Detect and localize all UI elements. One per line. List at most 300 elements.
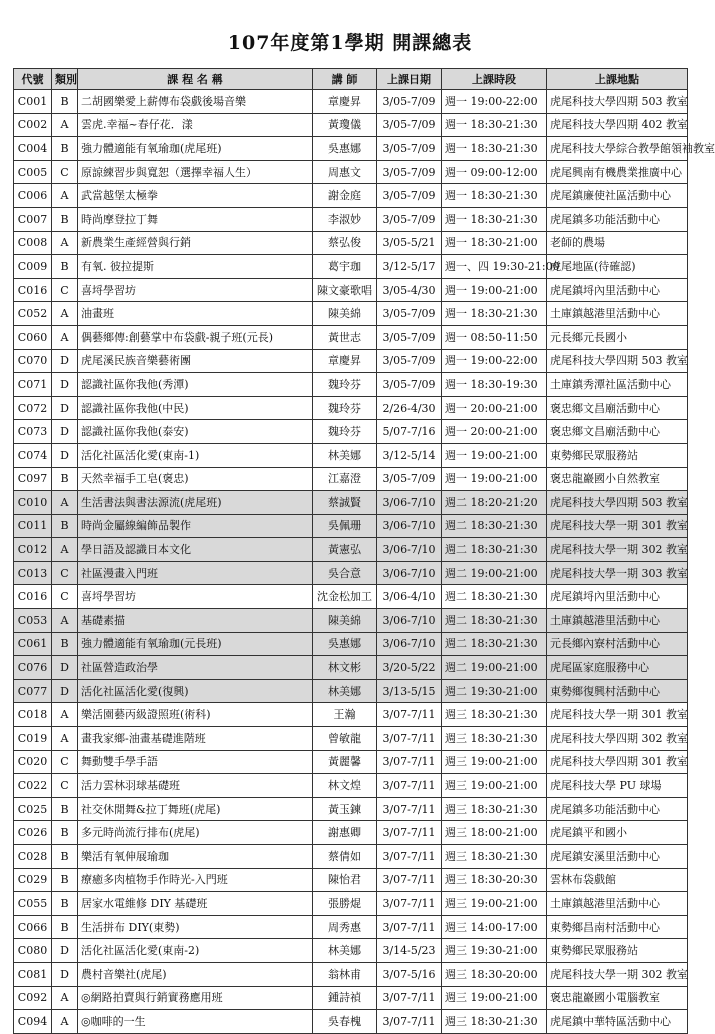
cell-time: 週三 18:30-21:30 — [442, 1010, 547, 1034]
cell-time: 週三 19:00-21:00 — [442, 774, 547, 798]
table-row — [14, 821, 688, 845]
cell-time: 週一 18:30-19:30 — [442, 373, 547, 397]
cell-place: 虎尾鎮多功能活動中心 — [547, 797, 688, 821]
cell-teacher: 林美娜 — [313, 939, 377, 963]
cell-category: B — [52, 821, 78, 845]
cell-date: 3/07-7/11 — [377, 797, 442, 821]
header-code: 代號 — [14, 69, 52, 90]
cell-teacher: 張勝焜 — [313, 892, 377, 916]
cell-code: C061 — [14, 632, 52, 656]
table-row — [14, 184, 688, 208]
cell-time: 週三 18:00-21:00 — [442, 821, 547, 845]
cell-time: 週三 18:30-21:30 — [442, 727, 547, 751]
cell-date: 3/07-7/11 — [377, 868, 442, 892]
cell-date: 3/06-4/10 — [377, 585, 442, 609]
table-row — [14, 443, 688, 467]
cell-date: 3/07-7/11 — [377, 774, 442, 798]
cell-course-name: 喜埒學習坊 — [78, 585, 313, 609]
cell-category: C — [52, 750, 78, 774]
cell-place: 虎尾科技大學一期 301 教室 — [547, 514, 688, 538]
cell-teacher: 葛宇珈 — [313, 255, 377, 279]
cell-time: 週二 19:30-21:00 — [442, 679, 547, 703]
table-row — [14, 538, 688, 562]
cell-course-name: 時尚金屬線編飾品製作 — [78, 514, 313, 538]
cell-code: C066 — [14, 915, 52, 939]
table-row — [14, 373, 688, 397]
cell-teacher: 蔡倩如 — [313, 845, 377, 869]
cell-date: 3/05-7/09 — [377, 325, 442, 349]
cell-time: 週一 18:30-21:30 — [442, 302, 547, 326]
cell-course-name: 認識社區你我他(秀潭) — [78, 373, 313, 397]
cell-place: 褒忠龍巖國小自然教室 — [547, 467, 688, 491]
cell-place: 元長鄉元長國小 — [547, 325, 688, 349]
cell-time: 週一 18:30-21:30 — [442, 207, 547, 231]
cell-time: 週二 18:30-21:30 — [442, 538, 547, 562]
cell-date: 3/07-7/11 — [377, 986, 442, 1010]
cell-category: B — [52, 797, 78, 821]
cell-code: C060 — [14, 325, 52, 349]
cell-date: 2/26-4/30 — [377, 396, 442, 420]
cell-code: C016 — [14, 278, 52, 302]
cell-teacher: 陳美綿 — [313, 609, 377, 633]
cell-place: 虎尾鎮中華特區活動中心 — [547, 1010, 688, 1034]
cell-date: 3/05-5/21 — [377, 231, 442, 255]
cell-category: B — [52, 845, 78, 869]
table-row — [14, 679, 688, 703]
cell-teacher: 吳惠娜 — [313, 632, 377, 656]
cell-course-name: 有氧. 彼拉提斯 — [78, 255, 313, 279]
cell-teacher: 李淑妙 — [313, 207, 377, 231]
cell-place: 褒忠龍巖國小電腦教室 — [547, 986, 688, 1010]
cell-time: 週一 18:30-21:30 — [442, 137, 547, 161]
cell-time: 週三 19:00-21:00 — [442, 892, 547, 916]
cell-teacher: 林美娜 — [313, 443, 377, 467]
cell-course-name: 強力體適能有氧瑜珈(元長班) — [78, 632, 313, 656]
table-row — [14, 113, 688, 137]
cell-course-name: 偶藝鄉傳:創藝掌中布袋戲-親子班(元長) — [78, 325, 313, 349]
cell-place: 虎尾鎮平和國小 — [547, 821, 688, 845]
cell-place: 褒忠鄉文昌廟活動中心 — [547, 420, 688, 444]
table-row — [14, 278, 688, 302]
cell-course-name: 社區營造政治學 — [78, 656, 313, 680]
cell-code: C020 — [14, 750, 52, 774]
cell-time: 週一 19:00-21:00 — [442, 443, 547, 467]
cell-course-name: 居家水電維修 DIY 基礎班 — [78, 892, 313, 916]
table-row — [14, 561, 688, 585]
cell-teacher: 謝金庭 — [313, 184, 377, 208]
cell-teacher: 陳美綿 — [313, 302, 377, 326]
cell-time: 週一 20:00-21:00 — [442, 420, 547, 444]
cell-code: C010 — [14, 491, 52, 515]
cell-code: C019 — [14, 727, 52, 751]
cell-category: D — [52, 349, 78, 373]
cell-code: C022 — [14, 774, 52, 798]
cell-code: C011 — [14, 514, 52, 538]
cell-place: 虎尾科技大學四期 503 教室 — [547, 349, 688, 373]
header-place: 上課地點 — [547, 69, 688, 90]
cell-code: C052 — [14, 302, 52, 326]
cell-category: A — [52, 325, 78, 349]
cell-date: 3/05-7/09 — [377, 302, 442, 326]
cell-course-name: 農村音樂社(虎尾) — [78, 962, 313, 986]
cell-date: 3/07-7/11 — [377, 750, 442, 774]
cell-code: C092 — [14, 986, 52, 1010]
cell-date: 3/06-7/10 — [377, 632, 442, 656]
table-row — [14, 396, 688, 420]
cell-category: D — [52, 396, 78, 420]
cell-time: 週三 18:30-20:00 — [442, 962, 547, 986]
cell-time: 週二 18:30-21:30 — [442, 585, 547, 609]
cell-date: 3/12-5/14 — [377, 443, 442, 467]
cell-teacher: 蔡弘俊 — [313, 231, 377, 255]
table-row — [14, 703, 688, 727]
cell-date: 3/20-5/22 — [377, 656, 442, 680]
table-row — [14, 727, 688, 751]
cell-category: B — [52, 90, 78, 114]
cell-course-name: 武當越堡太極拳 — [78, 184, 313, 208]
cell-time: 週二 18:30-21:30 — [442, 609, 547, 633]
cell-teacher: 魏玲芬 — [313, 396, 377, 420]
cell-course-name: 天然幸福手工皂(褒忠) — [78, 467, 313, 491]
header-row — [14, 69, 688, 90]
cell-code: C007 — [14, 207, 52, 231]
table-row — [14, 774, 688, 798]
cell-code: C055 — [14, 892, 52, 916]
cell-date: 5/07-7/16 — [377, 420, 442, 444]
cell-category: D — [52, 939, 78, 963]
course-table — [13, 68, 715, 1034]
cell-date: 3/05-7/09 — [377, 113, 442, 137]
cell-place: 土庫鎮秀潭社區活動中心 — [547, 373, 688, 397]
table-row — [14, 1010, 688, 1034]
cell-course-name: 活力雲林羽球基礎班 — [78, 774, 313, 798]
cell-time: 週一 09:00-12:00 — [442, 160, 547, 184]
cell-course-name: 活化社區活化愛(東南-1) — [78, 443, 313, 467]
cell-teacher: 陳怡君 — [313, 868, 377, 892]
cell-category: A — [52, 1010, 78, 1034]
table-row — [14, 892, 688, 916]
cell-date: 3/06-7/10 — [377, 538, 442, 562]
table-row — [14, 420, 688, 444]
cell-place: 土庫鎮越港里活動中心 — [547, 892, 688, 916]
cell-time: 週一、四 19:30-21:00 — [442, 255, 547, 279]
cell-course-name: 喜埒學習坊 — [78, 278, 313, 302]
table-row — [14, 160, 688, 184]
cell-code: C001 — [14, 90, 52, 114]
cell-code: C073 — [14, 420, 52, 444]
cell-course-name: 油畫班 — [78, 302, 313, 326]
cell-time: 週一 18:30-21:00 — [442, 231, 547, 255]
cell-course-name: 雲虎.幸福~春仔花．漾 — [78, 113, 313, 137]
cell-code: C097 — [14, 467, 52, 491]
cell-date: 3/05-7/09 — [377, 467, 442, 491]
header-category: 類別 — [52, 69, 78, 90]
table-row — [14, 868, 688, 892]
cell-course-name: 多元時尚流行排布(虎尾) — [78, 821, 313, 845]
cell-category: A — [52, 986, 78, 1010]
cell-code: C094 — [14, 1010, 52, 1034]
cell-code: C026 — [14, 821, 52, 845]
table-row — [14, 90, 688, 114]
cell-place: 虎尾鎮埒內里活動中心 — [547, 278, 688, 302]
table-row — [14, 349, 688, 373]
cell-place: 虎尾科技大學四期 301 教室 — [547, 750, 688, 774]
cell-teacher: 曾敏龍 — [313, 727, 377, 751]
cell-course-name: 活化社區活化愛(復興) — [78, 679, 313, 703]
cell-date: 3/05-7/09 — [377, 373, 442, 397]
cell-time: 週一 08:50-11:50 — [442, 325, 547, 349]
cell-teacher: 林文彬 — [313, 656, 377, 680]
cell-course-name: 虎尾溪民族音樂藝術團 — [78, 349, 313, 373]
table-row — [14, 585, 688, 609]
cell-course-name: 原諒練習步與寬恕（選擇幸福人生） — [78, 160, 313, 184]
cell-category: B — [52, 915, 78, 939]
cell-teacher: 周秀惠 — [313, 915, 377, 939]
cell-teacher: 吳合意 — [313, 561, 377, 585]
cell-date: 3/07-7/11 — [377, 845, 442, 869]
cell-place: 虎尾地區(待確認) — [547, 255, 688, 279]
cell-course-name: 樂活有氧伸展瑜珈 — [78, 845, 313, 869]
cell-category: B — [52, 892, 78, 916]
cell-category: A — [52, 231, 78, 255]
cell-time: 週三 14:00-17:00 — [442, 915, 547, 939]
cell-place: 虎尾科技大學 PU 球場 — [547, 774, 688, 798]
cell-category: A — [52, 113, 78, 137]
cell-place: 虎尾科技大學綜合教學館領袖教室 — [547, 137, 688, 161]
header-course-name: 課 程 名 稱 — [78, 69, 313, 90]
cell-date: 3/07-7/11 — [377, 703, 442, 727]
cell-date: 3/06-7/10 — [377, 514, 442, 538]
cell-course-name: 認識社區你我他(中民) — [78, 396, 313, 420]
cell-category: C — [52, 160, 78, 184]
cell-course-name: 生活書法與書法源流(虎尾班) — [78, 491, 313, 515]
cell-code: C071 — [14, 373, 52, 397]
cell-code: C077 — [14, 679, 52, 703]
table-row — [14, 656, 688, 680]
table-row — [14, 255, 688, 279]
cell-teacher: 黃瓊儀 — [313, 113, 377, 137]
cell-time: 週二 18:20-21:20 — [442, 491, 547, 515]
cell-course-name: ◎網路拍賣與行銷實務應用班 — [78, 986, 313, 1010]
cell-teacher: 黃玉鍊 — [313, 797, 377, 821]
cell-category: B — [52, 255, 78, 279]
cell-category: D — [52, 443, 78, 467]
cell-place: 虎尾興南有機農業推廣中心 — [547, 160, 688, 184]
cell-category: A — [52, 184, 78, 208]
cell-time: 週三 19:00-21:00 — [442, 986, 547, 1010]
cell-date: 3/05-7/09 — [377, 184, 442, 208]
table-row — [14, 939, 688, 963]
cell-category: A — [52, 302, 78, 326]
cell-category: D — [52, 656, 78, 680]
cell-time: 週一 19:00-22:00 — [442, 90, 547, 114]
cell-course-name: 畫我家鄉-油畫基礎進階班 — [78, 727, 313, 751]
cell-place: 虎尾鎮埒內里活動中心 — [547, 585, 688, 609]
table-row — [14, 137, 688, 161]
cell-date: 3/05-7/09 — [377, 349, 442, 373]
cell-time: 週一 18:30-21:30 — [442, 113, 547, 137]
cell-time: 週二 18:30-21:30 — [442, 514, 547, 538]
cell-category: B — [52, 868, 78, 892]
cell-course-name: 基礎素描 — [78, 609, 313, 633]
cell-time: 週一 19:00-22:00 — [442, 349, 547, 373]
cell-date: 3/14-5/23 — [377, 939, 442, 963]
cell-date: 3/05-7/09 — [377, 90, 442, 114]
cell-category: B — [52, 467, 78, 491]
cell-teacher: 黃憲弘 — [313, 538, 377, 562]
cell-date: 3/12-5/17 — [377, 255, 442, 279]
cell-category: B — [52, 137, 78, 161]
cell-place: 虎尾鎮多功能活動中心 — [547, 207, 688, 231]
cell-course-name: 新農業生產經營與行銷 — [78, 231, 313, 255]
cell-code: C025 — [14, 797, 52, 821]
cell-teacher: 章慶昇 — [313, 90, 377, 114]
cell-code: C006 — [14, 184, 52, 208]
cell-place: 土庫鎮越港里活動中心 — [547, 609, 688, 633]
cell-category: A — [52, 703, 78, 727]
cell-teacher: 魏玲芬 — [313, 420, 377, 444]
cell-category: D — [52, 420, 78, 444]
header-date: 上課日期 — [377, 69, 442, 90]
table-body — [14, 90, 715, 1034]
cell-teacher: 林美娜 — [313, 679, 377, 703]
cell-category: B — [52, 514, 78, 538]
cell-place: 虎尾科技大學一期 303 教室 — [547, 561, 688, 585]
cell-place: 雲林布袋戲館 — [547, 868, 688, 892]
table-row — [14, 302, 688, 326]
cell-date: 3/05-4/30 — [377, 278, 442, 302]
cell-teacher: 謝惠卿 — [313, 821, 377, 845]
cell-time: 週一 19:00-21:00 — [442, 278, 547, 302]
cell-date: 3/05-7/09 — [377, 207, 442, 231]
cell-code: C076 — [14, 656, 52, 680]
cell-course-name: 療癒多肉植物手作時光-入門班 — [78, 868, 313, 892]
cell-code: C002 — [14, 113, 52, 137]
cell-time: 週二 18:30-21:30 — [442, 632, 547, 656]
page-title: 107年度第1學期 開課總表 — [227, 32, 473, 54]
cell-category: D — [52, 679, 78, 703]
cell-place: 土庫鎮越港里活動中心 — [547, 302, 688, 326]
cell-course-name: 認識社區你我他(泰安) — [78, 420, 313, 444]
cell-code: C016 — [14, 585, 52, 609]
cell-category: C — [52, 585, 78, 609]
cell-date: 3/05-7/09 — [377, 137, 442, 161]
cell-code: C028 — [14, 845, 52, 869]
cell-teacher: 王瀚 — [313, 703, 377, 727]
cell-place: 東勢鄉昌南村活動中心 — [547, 915, 688, 939]
cell-course-name: 強力體適能有氧瑜珈(虎尾班) — [78, 137, 313, 161]
cell-course-name: 舞動雙手學手語 — [78, 750, 313, 774]
cell-date: 3/13-5/15 — [377, 679, 442, 703]
cell-place: 虎尾科技大學一期 302 教室 — [547, 962, 688, 986]
table-row — [14, 325, 688, 349]
cell-code: C053 — [14, 609, 52, 633]
cell-course-name: 樂活園藝丙級證照班(術科) — [78, 703, 313, 727]
cell-time: 週二 19:00-21:00 — [442, 561, 547, 585]
cell-place: 虎尾科技大學四期 402 教室 — [547, 113, 688, 137]
cell-teacher: 章慶昇 — [313, 349, 377, 373]
header-time: 上課時段 — [442, 69, 547, 90]
cell-category: D — [52, 962, 78, 986]
cell-teacher: 吳春槐 — [313, 1010, 377, 1034]
cell-place: 虎尾科技大學一期 302 教室 — [547, 538, 688, 562]
cell-code: C074 — [14, 443, 52, 467]
cell-date: 3/07-7/11 — [377, 892, 442, 916]
cell-place: 褒忠鄉文昌廟活動中心 — [547, 396, 688, 420]
table-row — [14, 915, 688, 939]
cell-date: 3/07-7/11 — [377, 821, 442, 845]
cell-date: 3/06-7/10 — [377, 491, 442, 515]
cell-place: 虎尾鎮安溪里活動中心 — [547, 845, 688, 869]
cell-time: 週一 19:00-21:00 — [442, 467, 547, 491]
cell-teacher: 陳文豪歌唱 — [313, 278, 377, 302]
cell-place: 虎尾科技大學四期 302 教室 — [547, 727, 688, 751]
table-row — [14, 845, 688, 869]
cell-time: 週三 18:30-21:30 — [442, 703, 547, 727]
cell-time: 週一 18:30-21:30 — [442, 184, 547, 208]
cell-course-name: 學日語及認識日本文化 — [78, 538, 313, 562]
cell-time: 週三 18:30-20:30 — [442, 868, 547, 892]
table-row — [14, 231, 688, 255]
table-row — [14, 986, 688, 1010]
cell-place: 東勢鄉民眾服務站 — [547, 443, 688, 467]
cell-date: 3/06-7/10 — [377, 609, 442, 633]
cell-teacher: 黃世志 — [313, 325, 377, 349]
cell-teacher: 魏玲芬 — [313, 373, 377, 397]
cell-time: 週三 18:30-21:30 — [442, 797, 547, 821]
cell-code: C009 — [14, 255, 52, 279]
table-row — [14, 467, 688, 491]
cell-teacher: 鍾詩禎 — [313, 986, 377, 1010]
cell-place: 東勢鄉民眾服務站 — [547, 939, 688, 963]
cell-teacher: 林文煌 — [313, 774, 377, 798]
cell-course-name: 時尚摩登拉丁舞 — [78, 207, 313, 231]
cell-code: C013 — [14, 561, 52, 585]
cell-teacher: 江嘉澄 — [313, 467, 377, 491]
cell-time: 週二 19:00-21:00 — [442, 656, 547, 680]
cell-place: 元長鄉內寮村活動中心 — [547, 632, 688, 656]
cell-course-name: 生活拼布 DIY(東勢) — [78, 915, 313, 939]
cell-category: B — [52, 632, 78, 656]
cell-place: 老師的農場 — [547, 231, 688, 255]
cell-time: 週三 19:30-21:00 — [442, 939, 547, 963]
cell-category: A — [52, 609, 78, 633]
cell-teacher: 吳惠娜 — [313, 137, 377, 161]
cell-category: C — [52, 561, 78, 585]
cell-date: 3/07-5/16 — [377, 962, 442, 986]
cell-place: 東勢鄉復興村活動中心 — [547, 679, 688, 703]
cell-date: 3/05-7/09 — [377, 160, 442, 184]
table-row — [14, 207, 688, 231]
cell-teacher: 蔡誠賢 — [313, 491, 377, 515]
cell-place: 虎尾科技大學四期 503 教室 — [547, 491, 688, 515]
header-teacher: 講 師 — [313, 69, 377, 90]
cell-category: C — [52, 278, 78, 302]
cell-code: C005 — [14, 160, 52, 184]
cell-course-name: 社區漫畫入門班 — [78, 561, 313, 585]
cell-code: C029 — [14, 868, 52, 892]
cell-course-name: 活化社區活化愛(東南-2) — [78, 939, 313, 963]
cell-time: 週三 19:00-21:00 — [442, 750, 547, 774]
cell-time: 週三 18:30-21:30 — [442, 845, 547, 869]
cell-category: A — [52, 727, 78, 751]
cell-teacher: 黃麗馨 — [313, 750, 377, 774]
cell-teacher: 吳佩珊 — [313, 514, 377, 538]
cell-date: 3/07-7/11 — [377, 727, 442, 751]
cell-category: A — [52, 491, 78, 515]
cell-course-name: ◎咖啡的一生 — [78, 1010, 313, 1034]
cell-course-name: 二胡國樂愛上薪傳布袋戲後場音樂 — [78, 90, 313, 114]
